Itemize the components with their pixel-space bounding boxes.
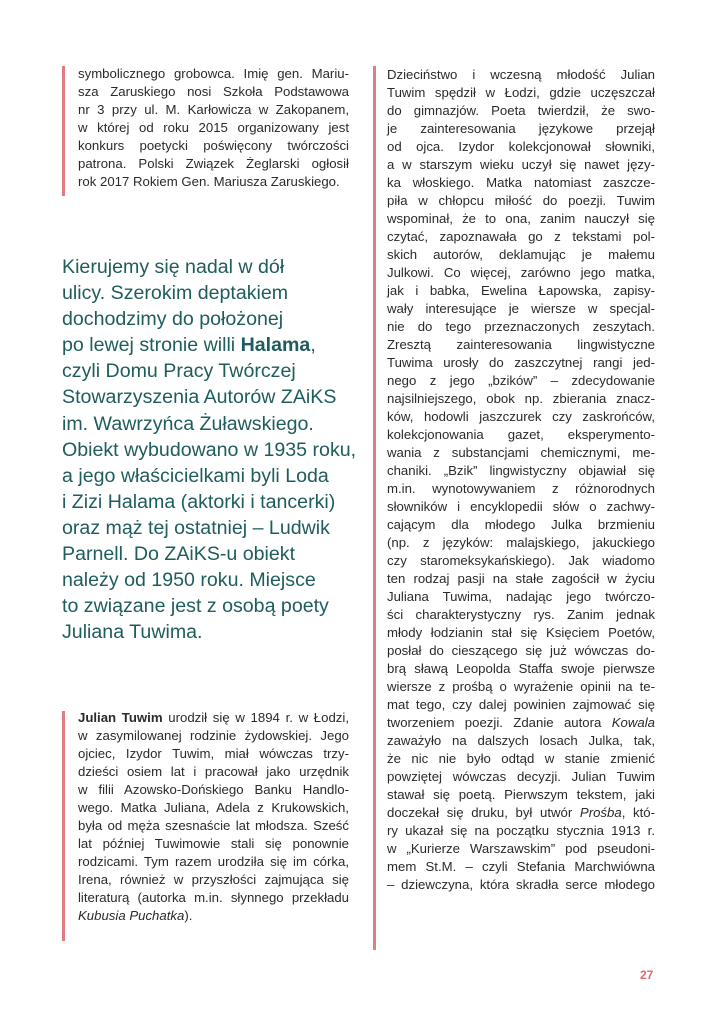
text-line: w filii Azowsko-Dońskiego Banku Handlo- <box>78 782 349 797</box>
text-line: wania z substancjami chemicznymi, me- <box>387 445 655 460</box>
text-line: była od męża szesnaście lat młodsza. Sześć <box>78 818 349 833</box>
text-line: nie do tego przeznaczonych zeszytach. <box>387 319 655 334</box>
work-title: Prośba <box>579 805 622 820</box>
text-line <box>78 907 349 925</box>
text-line: zaważyło na dalszych losach Julka, tak, <box>387 733 655 748</box>
callout-line: należy od 1950 roku. Miejsce <box>62 569 316 592</box>
text-line: słowników i encyklopedii słów o zachwy- <box>387 499 655 514</box>
text-line: a w starszym wieku uczył się nawet języ- <box>387 157 655 172</box>
text-fragment: tworzeniem poezji. Zdanie autora <box>387 715 612 730</box>
text-line: rok 2017 Rokiem Gen. Mariusza Zaruskiego. <box>78 174 340 189</box>
text-line: do gimnazjów. Poeta twierdził, że swo- <box>387 103 655 118</box>
right-column-accent-bar <box>373 66 376 950</box>
text-line: lat później Tuwimowie stali się ponownie <box>78 836 349 851</box>
text-line: czytać, zapoznawała go z tekstami pol- <box>387 229 655 244</box>
text-line: wego. Matka Juliana, Adela z Krukowskich, <box>78 800 349 815</box>
text-line: konkurs poetycki poświęcony twórczości <box>78 138 349 153</box>
callout-text: po lewej stronie willi <box>62 334 241 357</box>
text-line <box>78 709 349 727</box>
text-line: w „Kurierze Warszawskim” pod pseudoni- <box>387 841 655 856</box>
text-line: ków, hodowli jaszczurek czy zaskrońców, <box>387 409 655 424</box>
text-line: ści charakterystyczny rys. Zanim jednak <box>387 607 655 622</box>
text-line: jak i babka, Ewelina Łapowska, zapisy- <box>387 283 655 298</box>
text-line: wiersze z prośbą o wyrażenie opinii na te- <box>387 679 655 694</box>
text-line: ry ukazał się na początku stycznia 1913 r. <box>387 823 655 838</box>
callout-line: Juliana Tuwima. <box>62 621 203 644</box>
text-line: patrona. Polski Związek Żeglarski ogłosił <box>78 156 349 171</box>
text-line: Julkowi. Co więcej, zarówno jego matka, <box>387 265 655 280</box>
text-line: czy staromeksykańskiego). Jak wiadomo <box>387 553 655 568</box>
text-line: brą sławą Leopolda Staffa swoje pierwsze <box>387 661 655 676</box>
text-line: od ojca. Izydor kolekcjonował słowniki, <box>387 139 655 154</box>
text-line: Tuwima urosły do zaszczytnej rangi jed- <box>387 355 655 370</box>
text-line: Tuwim spędził w Łodzi, gdzie uczęszczał <box>387 85 655 100</box>
callout-line: Obiekt wybudowano w 1935 roku, <box>62 438 357 461</box>
text-line: literaturą (autorka m.in. słynnego przekładu <box>78 890 349 905</box>
text-line <box>387 714 655 732</box>
text-line <box>387 804 655 822</box>
text-line: sza Zaruskiego nosi Szkoła Podstawowa <box>78 84 349 99</box>
callout-line: Parnell. Do ZAiKS-u obiekt <box>62 543 296 566</box>
text-line: ka włoskiego. Matka natomiast zaszcze- <box>387 175 655 190</box>
text-line: powziętej wówczas decyzji. Julian Tuwim <box>387 769 655 784</box>
text-fragment: urodził się w 1894 r. w Łodzi, <box>162 710 349 725</box>
top-quote <box>78 65 349 191</box>
callout-text: , <box>310 334 316 357</box>
text-line: Irena, również w przyszłości zajmująca się <box>78 872 349 887</box>
work-title: Kowala <box>611 715 655 730</box>
callout-line: im. Wawrzyńca Żuławskiego. <box>62 412 314 435</box>
text-line: – dziewczyna, która skradła serce młodego <box>387 877 655 892</box>
halama-callout <box>62 254 362 645</box>
book-title: Kubusia Puchatka <box>78 908 185 923</box>
text-fragment: ). <box>184 908 193 923</box>
text-line: nr 3 przy ul. M. Karłowicza w Zakopanem, <box>78 102 349 117</box>
text-line: (np. z języków: malajskiego, jakuckiego <box>387 535 655 550</box>
text-line: najsilniejszego, obok np. zbierania znacz- <box>387 391 655 406</box>
text-line: stawał się poetą. Pierwszym tekstem, jaki <box>387 787 655 802</box>
text-line: Juliana Tuwima, nadając jego twórczo- <box>387 589 655 604</box>
text-line: nego z jego „bzików” – zdecydowanie <box>387 373 655 388</box>
text-line: kolekcjonowania gazet, eksperymento- <box>387 427 655 442</box>
text-fragment: , któ- <box>621 805 655 820</box>
text-line: piła w chłopcu miłość do poezji. Tuwim <box>387 193 655 208</box>
text-line: cającym dla młodego Julka brzmieniu <box>387 517 655 532</box>
callout-line: dochodzimy do położonej <box>62 308 284 331</box>
callout-line: ulicy. Szerokim deptakiem <box>62 282 289 305</box>
tuwim-bio <box>78 709 349 925</box>
text-line: skich autorów, deklamując je małemu <box>387 247 655 262</box>
text-line: rodzicami. Tym razem urodziła się im córka, <box>78 854 349 869</box>
callout-line: to związane jest z osobą poety <box>62 595 329 618</box>
text-line: Dzieciństwo i wczesną młodość Julian <box>387 67 655 82</box>
tuwim-name: Julian Tuwim <box>78 710 163 725</box>
text-line: ojciec, Izydor Tuwim, miał wówczas trzy- <box>78 746 349 761</box>
text-line: je zainteresowania językowe przejął <box>387 121 655 136</box>
text-line: posłał do cieszącego się już wówczas do- <box>387 643 655 658</box>
text-line: dzieści osiem lat i pracował jako urzędnik <box>78 764 349 779</box>
text-line: wspominał, że to ona, zanim nauczył się <box>387 211 655 226</box>
callout-line: a jego właścicielkami byli Loda <box>62 464 329 487</box>
text-line: wały interesujące je wiersze w specjal- <box>387 301 655 316</box>
callout-line: oraz mąż tej ostatniej – Ludwik <box>62 516 330 539</box>
callout-line: Kierujemy się nadal w dół <box>62 256 285 278</box>
text-line: chaniki. „Bzik” lingwistyczny objawiał się <box>387 463 655 478</box>
text-line: że nic nie było odtąd w stanie zmienić <box>387 751 655 766</box>
text-line: w której od roku 2015 organizowany jest <box>78 120 349 135</box>
callout-line: czyli Domu Pracy Twórczej <box>62 360 296 383</box>
text-line: m.in. wynotowywaniem z różnorodnych <box>387 481 655 496</box>
halama-name: Halama <box>240 334 311 357</box>
callout-line: i Zizi Halama (aktorki i tancerki) <box>62 490 336 513</box>
top-quote-accent-bar <box>62 66 65 196</box>
callout-line: Stowarzyszenia Autorów ZAiKS <box>62 386 337 409</box>
text-line: mem St.M. – czyli Stefania Marchwiówna <box>387 859 655 874</box>
bio-accent-bar <box>62 711 65 941</box>
callout-line <box>62 332 362 358</box>
text-line: mat tego, czy dalej powinien zajmować się <box>387 697 655 712</box>
text-line: ten rodzaj pasji na stałe zagościł w życiu <box>387 571 655 586</box>
text-line: symbolicznego grobowca. Imię gen. Mariu- <box>78 66 349 81</box>
text-line: młody łodzianin stał się Księciem Poetów, <box>387 625 655 640</box>
page-number: 27 <box>640 968 654 982</box>
text-fragment: doczekał się druku, był utwór <box>387 805 580 820</box>
right-column-text <box>387 66 655 894</box>
text-line: w zasymilowanej rodzinie żydowskiej. Jego <box>78 728 349 743</box>
text-line: Zresztą zainteresowania lingwistyczne <box>387 337 655 352</box>
